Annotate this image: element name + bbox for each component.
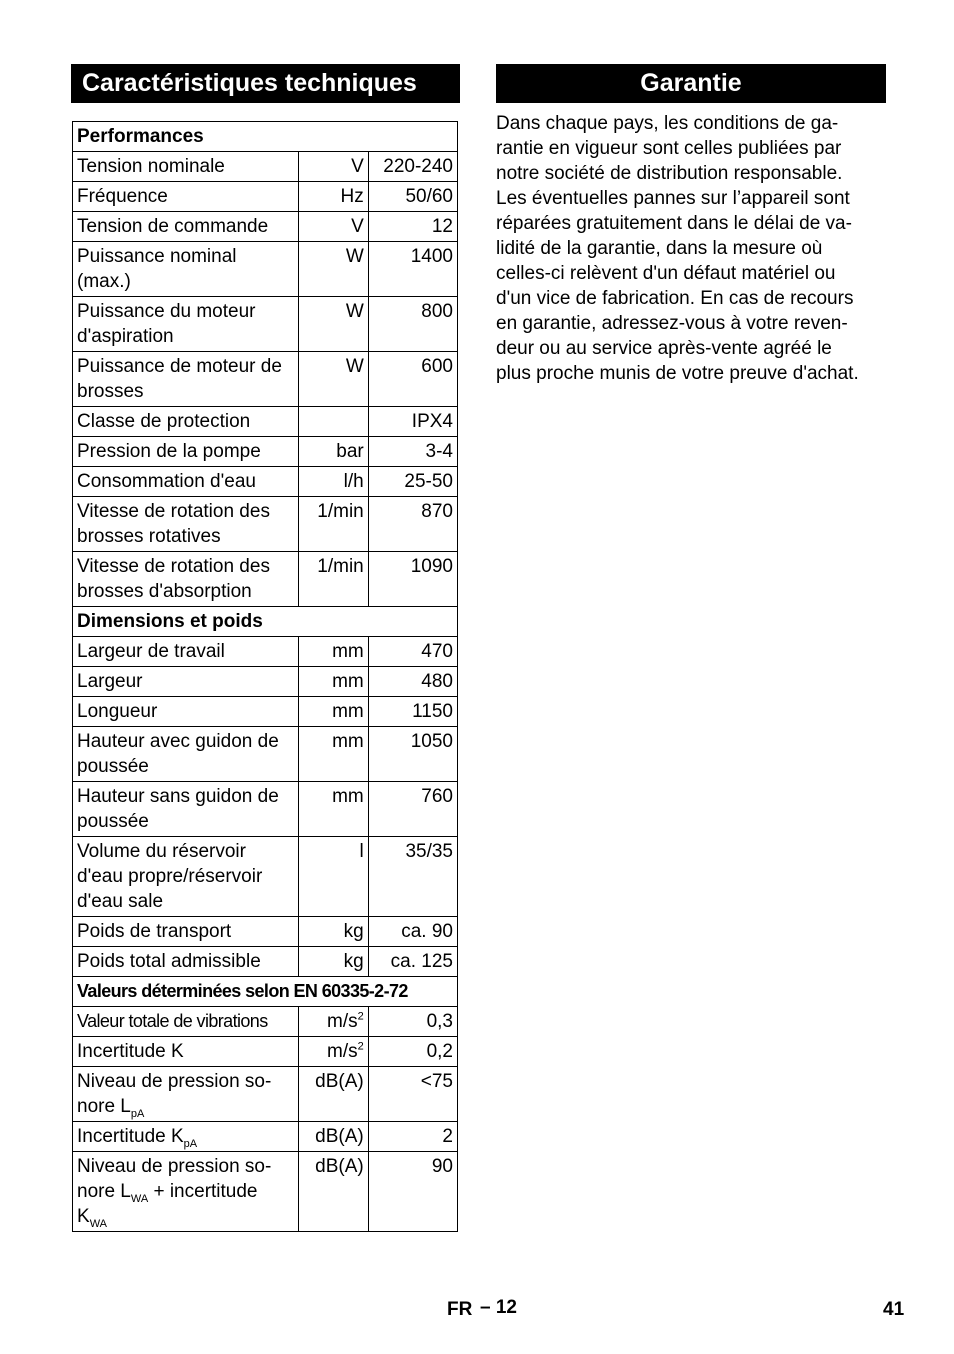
warranty-line: plus proche munis de votre preuve d'achat.	[496, 363, 859, 384]
row-label: Pression de la pompe	[73, 437, 299, 467]
table-row	[73, 552, 458, 607]
row-value: ca. 90	[368, 917, 457, 947]
warranty-line: deur ou au service après-vente agréé le	[496, 338, 832, 359]
values-table-body	[73, 977, 458, 1232]
row-value: 0,2	[368, 1037, 457, 1067]
row-value: 12	[368, 212, 457, 242]
row-unit: V	[298, 212, 368, 242]
row-unit: mm	[298, 667, 368, 697]
row-unit	[298, 407, 368, 437]
row-unit: V	[298, 152, 368, 182]
table-row	[73, 1122, 458, 1152]
section-title: Performances	[73, 122, 458, 152]
row-unit: l/h	[298, 467, 368, 497]
row-unit: dB(A)	[298, 1067, 368, 1122]
row-label: Niveau de pression so- nore $L_{pA}$	[73, 1067, 299, 1122]
table-row	[73, 152, 458, 182]
row-unit: 1/min	[298, 552, 368, 607]
row-label: Puissance de moteur de brosses	[73, 352, 299, 407]
row-label: Longueur	[73, 697, 299, 727]
table-row	[73, 467, 458, 497]
section-title-warranty: Garantie	[496, 64, 886, 103]
section-title: Dimensions et poids	[73, 607, 458, 637]
row-value: 1090	[368, 552, 457, 607]
row-value: 1400	[368, 242, 457, 297]
row-label: Tension nominale	[73, 152, 299, 182]
section-row	[73, 607, 458, 637]
section-row	[73, 977, 458, 1007]
row-value: 760	[368, 782, 457, 837]
specs-table	[72, 121, 458, 1232]
row-label: Classe de protection	[73, 407, 299, 437]
table-row	[73, 917, 458, 947]
table-row	[73, 782, 458, 837]
row-value: 220-240	[368, 152, 457, 182]
row-label: Hauteur avec guidon de poussée	[73, 727, 299, 782]
row-unit: bar	[298, 437, 368, 467]
row-unit: kg	[298, 947, 368, 977]
table-row	[73, 1007, 458, 1037]
page-number: 41	[883, 1299, 905, 1320]
table-row	[73, 1037, 458, 1067]
row-value: 25-50	[368, 467, 457, 497]
row-unit: W	[298, 352, 368, 407]
row-unit: mm	[298, 637, 368, 667]
row-unit: W	[298, 242, 368, 297]
row-value: 50/60	[368, 182, 457, 212]
row-label: Puissance du moteur d'aspiration	[73, 297, 299, 352]
table-row	[73, 497, 458, 552]
table-row	[73, 667, 458, 697]
row-label: Valeur totale de vibrations	[73, 1007, 299, 1037]
row-label: Vitesse de rotation des brosses rotatives	[73, 497, 299, 552]
row-label: Largeur	[73, 667, 299, 697]
table-row	[73, 1152, 458, 1232]
row-value: 800	[368, 297, 457, 352]
warranty-line: en garantie, adressez-vous à votre reven-	[496, 313, 848, 334]
row-value: <75	[368, 1067, 457, 1122]
row-value: ca. 125	[368, 947, 457, 977]
warranty-text	[496, 111, 888, 386]
row-unit: kg	[298, 917, 368, 947]
row-unit: $m/s^2$	[298, 1037, 368, 1067]
row-label: Largeur de travail	[73, 637, 299, 667]
row-unit: mm	[298, 697, 368, 727]
row-unit: l	[298, 837, 368, 917]
row-label: Niveau de pression so- nore $L_{WA}$ + incertitude $K_{WA}$	[73, 1152, 299, 1232]
section-row	[73, 122, 458, 152]
row-value: 0,3	[368, 1007, 457, 1037]
row-value: 90	[368, 1152, 457, 1232]
table-row	[73, 407, 458, 437]
row-value: 3-4	[368, 437, 457, 467]
section-title: Valeurs déterminées selon EN 60335-2-72	[73, 977, 458, 1007]
table-row	[73, 437, 458, 467]
row-value: 600	[368, 352, 457, 407]
dims-table-body	[73, 607, 458, 977]
table-row	[73, 182, 458, 212]
table-row	[73, 297, 458, 352]
table-row	[73, 242, 458, 297]
row-label: Tension de commande	[73, 212, 299, 242]
row-label: Incertitude K	[73, 1037, 299, 1067]
row-label: Poids total admissible	[73, 947, 299, 977]
row-label: Puissance nominal (max.)	[73, 242, 299, 297]
row-value: 480	[368, 667, 457, 697]
warranty-line: Dans chaque pays, les conditions de ga-	[496, 113, 839, 134]
row-label: Hauteur sans guidon de poussée	[73, 782, 299, 837]
row-label: Consommation d'eau	[73, 467, 299, 497]
row-unit: dB(A)	[298, 1152, 368, 1232]
row-label: Vitesse de rotation des brosses d'absorption	[73, 552, 299, 607]
row-value: 870	[368, 497, 457, 552]
row-value: 1050	[368, 727, 457, 782]
row-value: IPX4	[368, 407, 457, 437]
footer-language: FR	[447, 1299, 473, 1320]
warranty-line: notre société de distribution responsable.	[496, 163, 843, 184]
warranty-line: d'un vice de fabrication. En cas de recours	[496, 288, 854, 309]
row-value: 1150	[368, 697, 457, 727]
table-row	[73, 947, 458, 977]
specs-table-body	[73, 122, 458, 607]
table-row	[73, 637, 458, 667]
table-row	[73, 212, 458, 242]
row-unit: W	[298, 297, 368, 352]
warranty-line: Les éventuelles pannes sur l’appareil sont	[496, 188, 850, 209]
warranty-line: réparées gratuitement dans le délai de va-	[496, 213, 852, 234]
warranty-line: lidité de la garantie, dans la mesure où	[496, 238, 823, 259]
row-unit: $m/s^2$	[298, 1007, 368, 1037]
row-unit: mm	[298, 782, 368, 837]
table-row	[73, 727, 458, 782]
section-title-specs: Caractéristiques techniques	[71, 64, 460, 103]
row-value: 35/35	[368, 837, 457, 917]
warranty-line: celles-ci relèvent d'un défaut matériel ou	[496, 263, 836, 284]
row-label: Poids de transport	[73, 917, 299, 947]
row-unit: 1/min	[298, 497, 368, 552]
row-unit: mm	[298, 727, 368, 782]
row-value: 470	[368, 637, 457, 667]
table-row	[73, 837, 458, 917]
table-row	[73, 352, 458, 407]
row-unit: Hz	[298, 182, 368, 212]
table-row	[73, 1067, 458, 1122]
footer-section-page: – 12	[480, 1297, 517, 1318]
table-row	[73, 697, 458, 727]
row-label: Fréquence	[73, 182, 299, 212]
row-unit: dB(A)	[298, 1122, 368, 1152]
row-label: Incertitude $K_{pA}$	[73, 1122, 299, 1152]
warranty-line: rantie en vigueur sont celles publiées par	[496, 138, 842, 159]
row-value: 2	[368, 1122, 457, 1152]
row-label: Volume du réservoir d'eau propre/réservoir d'eau sale	[73, 837, 299, 917]
